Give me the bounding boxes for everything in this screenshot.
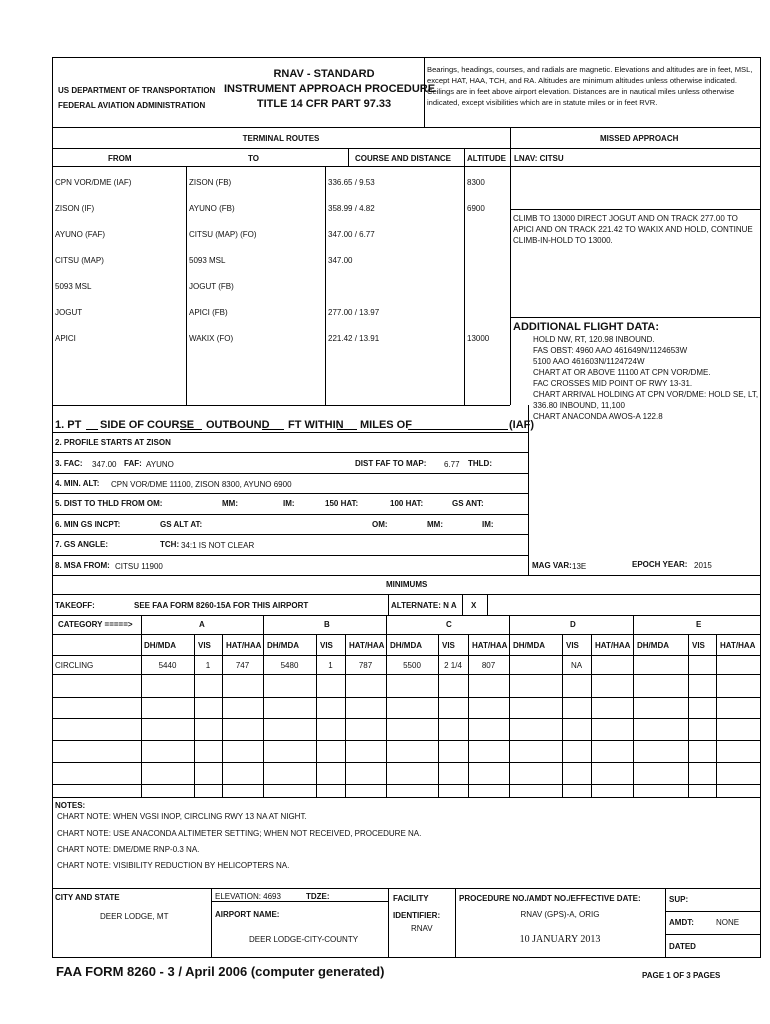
missed-approach-text: CLIMB TO 13000 DIRECT JOGUT AND ON TRACK 277.00 TO APICI AND ON TRACK 221.42 TO WAKIX AND HOLD, CONTINUE CLIMB-IN-HOLD TO 13000. xyxy=(513,214,753,245)
im-label: IM: xyxy=(283,499,295,508)
dist-thld-label: 5. DIST TO THLD FROM OM: xyxy=(55,499,163,508)
dist-faf-label: DIST FAF TO MAP: xyxy=(355,459,427,468)
additional-data-title: ADDITIONAL FLIGHT DATA: xyxy=(513,321,660,333)
takeoff-label: TAKEOFF: xyxy=(55,601,95,610)
col-to: TO xyxy=(248,154,259,163)
title-line-3: TITLE 14 CFR PART 97.33 xyxy=(256,98,392,110)
msa-value: CITSU 11900 xyxy=(115,562,163,571)
category-label: CATEGORY =====> xyxy=(58,620,133,629)
min-alt-label: 4. MIN. ALT: xyxy=(55,479,100,488)
missed-lnav: LNAV: CITSU xyxy=(514,154,564,163)
cat-d: D xyxy=(570,620,576,629)
im2-label: IM: xyxy=(482,520,494,529)
procedure-label: PROCEDURE NO./AMDT NO./EFFECTIVE DATE: xyxy=(459,894,641,903)
agency-line-2: FEDERAL AVIATION ADMINISTRATION xyxy=(58,101,206,110)
faf-value: AYUNO xyxy=(146,460,174,469)
circling-label: CIRCLING xyxy=(55,661,94,670)
col-course: COURSE AND DISTANCE xyxy=(355,154,452,163)
gs-ant-label: GS ANT: xyxy=(452,499,484,508)
additional-line: FAS OBST: 4960 AAO 461649N/1124653W xyxy=(533,346,688,355)
fac-label: 3. FAC: xyxy=(55,459,83,468)
outbound: OUTBOUND xyxy=(206,419,270,431)
magvar-label: MAG VAR: xyxy=(532,561,572,570)
hat100-label: 100 HAT: xyxy=(390,499,424,508)
amdt-label: AMDT: xyxy=(669,918,694,927)
ft-within: FT WITHIN xyxy=(288,419,344,431)
form-id: FAA FORM 8260 - 3 / April 2006 (computer generated) xyxy=(56,964,385,979)
min-gs-label: 6. MIN GS INCPT: xyxy=(55,520,121,529)
additional-line: CHART ANACONDA AWOS-A 122.8 xyxy=(533,412,663,421)
gs-angle-label: 7. GS ANGLE: xyxy=(55,540,109,549)
additional-line: CHART AT OR ABOVE 11100 AT CPN VOR/DME. xyxy=(533,368,711,377)
airport-label: AIRPORT NAME: xyxy=(215,910,280,919)
title-line-1: RNAV - STANDARD xyxy=(273,68,375,80)
facility-label-2: IDENTIFIER: xyxy=(393,911,441,920)
terminal-routes-title: TERMINAL ROUTES xyxy=(242,134,320,143)
mm-label: MM: xyxy=(222,499,238,508)
tdze-label: TDZE: xyxy=(306,892,330,901)
additional-line: FAC CROSSES MID POINT OF RWY 13-31. xyxy=(533,379,693,388)
agency-line-1: US DEPARTMENT OF TRANSPORTATION xyxy=(58,86,216,95)
notes-title: NOTES: xyxy=(55,801,86,810)
note-line: CHART NOTE: USE ANACONDA ALTIMETER SETTING; WHEN NOT RECEIVED, PROCEDURE NA. xyxy=(57,829,422,838)
tch-label: TCH: xyxy=(160,540,180,549)
procedure-date: 10 JANUARY 2013 xyxy=(519,934,601,945)
profile-starts: 2. PROFILE STARTS AT ZISON xyxy=(55,438,171,447)
header-note: Bearings, headings, courses, and radials are magnetic. Elevations and altitudes are in feet, MSL, except HAT, HAA, TCH, and RA. Altitudes are minimum altitudes unless otherwise indicated. Ceilings are in feet above airport elevation. Distances are in nautical miles unless otherwise indicated, except visibilities which are in statute miles or in feet RVR. xyxy=(427,65,753,107)
dist-faf-value: 6.77 xyxy=(444,460,460,469)
sup-label: SUP: xyxy=(669,895,689,904)
facility-label-1: FACILITY xyxy=(393,894,429,903)
amdt-value: NONE xyxy=(716,918,740,927)
cat-b: B xyxy=(324,620,330,629)
iaf-label: (IAF) xyxy=(509,419,535,431)
side-of-course: SIDE OF COURSE xyxy=(100,419,195,431)
takeoff-value: SEE FAA FORM 8260-15A FOR THIS AIRPORT xyxy=(134,601,309,610)
note-line: CHART NOTE: WHEN VGSI INOP, CIRCLING RWY 13 NA AT NIGHT. xyxy=(57,812,307,821)
tch-value: 34:1 IS NOT CLEAR xyxy=(181,541,255,550)
page-number: PAGE 1 OF 3 PAGES xyxy=(642,971,721,980)
additional-line: CHART ARRIVAL HOLDING AT CPN VOR/DME: HOLD SE, LT, xyxy=(533,390,759,399)
procedure-value: RNAV (GPS)-A, ORIG xyxy=(520,910,600,919)
title-line-2: INSTRUMENT APPROACH PROCEDURE xyxy=(224,83,436,95)
additional-line: 336.80 INBOUND, 11,100 xyxy=(533,401,625,410)
note-line: CHART NOTE: DME/DME RNP-0.3 NA. xyxy=(57,845,200,854)
note-line: CHART NOTE: VISIBILITY REDUCTION BY HELICOPTERS NA. xyxy=(57,861,290,870)
faf-label: FAF: xyxy=(124,459,142,468)
airport-value: DEER LODGE-CITY-COUNTY xyxy=(249,935,359,944)
minimums-title: MINIMUMS xyxy=(386,580,428,589)
cat-a: A xyxy=(199,620,205,629)
pt-label: 1. PT xyxy=(55,419,82,431)
alternate-mark: X xyxy=(471,601,477,610)
missed-approach-title: MISSED APPROACH xyxy=(600,134,679,143)
fac-value: 347.00 xyxy=(92,460,117,469)
msa-label: 8. MSA FROM: xyxy=(55,561,110,570)
epoch-label: EPOCH YEAR: xyxy=(632,560,688,569)
city-label: CITY AND STATE xyxy=(55,893,120,902)
facility-value: RNAV xyxy=(411,924,433,933)
city-value: DEER LODGE, MT xyxy=(100,912,169,921)
om-label: OM: xyxy=(372,520,388,529)
cat-c: C xyxy=(446,620,452,629)
miles-of: MILES OF xyxy=(360,419,412,431)
elevation-label: ELEVATION: 4693 xyxy=(215,892,281,901)
dated-label: DATED xyxy=(669,942,696,951)
alternate-label: ALTERNATE: N A xyxy=(391,601,457,610)
epoch-value: 2015 xyxy=(694,561,712,570)
col-altitude: ALTITUDE xyxy=(467,154,506,163)
additional-line: HOLD NW, RT, 120.98 INBOUND. xyxy=(533,335,655,344)
mm2-label: MM: xyxy=(427,520,443,529)
col-from: FROM xyxy=(108,154,132,163)
min-alt-value: CPN VOR/DME 11100, ZISON 8300, AYUNO 6900 xyxy=(111,480,292,489)
gs-alt-at: GS ALT AT: xyxy=(160,520,203,529)
thld-label: THLD: xyxy=(468,459,492,468)
additional-line: 5100 AAO 461603N/1124724W xyxy=(533,357,645,366)
magvar-value: 13E xyxy=(572,562,587,571)
cat-e: E xyxy=(696,620,702,629)
hat150-label: 150 HAT: xyxy=(325,499,359,508)
